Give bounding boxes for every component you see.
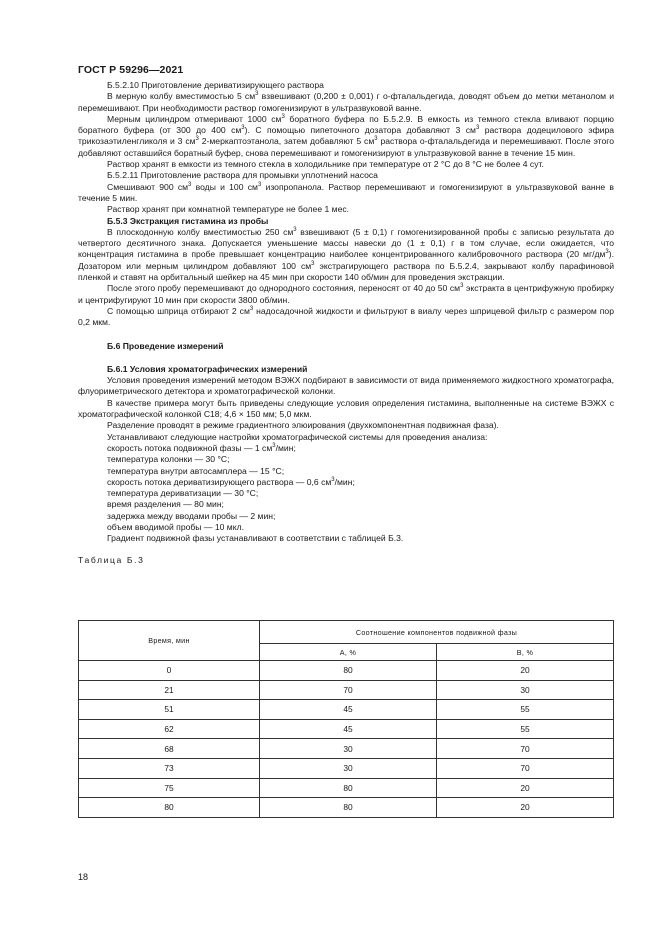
paragraph: Смешивают 900 $см^3$ воды и 100 $см^3$ изопропанола. Раствор перемешивают и гомогенизируют в ультразвуковой ванне в течение 5 мин. [78, 181, 614, 203]
cell-time: 21 [79, 680, 260, 700]
paragraph: Разделение проводят в режиме градиентного элюирования (двухкомпонентная подвижная фаза). [107, 420, 499, 431]
paragraph: Б.5.2.11 Приготовление раствора для промывки уплотнений насоса [107, 170, 378, 181]
cell-a: 30 [260, 758, 437, 778]
table-row [79, 798, 614, 818]
paragraph: В плоскодонную колбу вместимостью 250 $см^3$ взвешивают (5 ± 0,1) г гомогенизированной пробы с записью результата до четвертого десятичного знака. Допускается уменьшение массы навески до (1 ± 0,1) г в том случае, если ожидается, что концентрация гистамина в пробе превышает концентрацию наиболее концентрированного калибровочного раствора (20 $мг/дм^3$). Дозатором или мерным цилиндром добавляют 100 $см^3$ экстрагирующего раствора по Б.5.2.4, закрывают колбу парафиновой пленкой и ставят на орбитальный шейкер на 45 мин при скорости 140 об/мин для проведения экстракции. [78, 226, 614, 283]
section-heading: Б.6.1 Условия хроматографических измерений [107, 363, 308, 374]
page-number: 18 [78, 872, 89, 882]
table-body [79, 661, 614, 818]
paragraph: Б.5.2.10 Приготовление дериватизирующего раствора [107, 80, 324, 90]
table-row [79, 739, 614, 759]
section-heading: Б.6 Проведение измерений [107, 340, 224, 351]
cell-a: 45 [260, 719, 437, 739]
cell-time: 68 [79, 739, 260, 759]
document-header: ГОСТ Р 59296—2021 [78, 64, 184, 76]
cell-b: 20 [437, 798, 614, 818]
cell-time: 80 [79, 798, 260, 818]
cell-b: 55 [437, 700, 614, 720]
paragraph: температура колонки — 30 °С; [107, 454, 230, 465]
table-row [79, 758, 614, 778]
paragraph: Раствор хранят при комнатной температуре не более 1 мес. [107, 204, 350, 215]
cell-time: 75 [79, 778, 260, 798]
cell-a: 45 [260, 700, 437, 720]
table-header-b: В, % [437, 644, 614, 661]
paragraph: температура внутри автосамплера — 15 °С; [107, 465, 285, 476]
paragraph: После этого пробу перемешивают до однородного состояния, переносят от 40 до 50 $см^3$ экстракта в центрифужную пробирку и центрифугируют 10 мин при скорости 3800 об/мин. [78, 283, 614, 305]
table-row [79, 719, 614, 739]
cell-time: 73 [79, 758, 260, 778]
table-header-group: Соотношение компонентов подвижной фазы [260, 621, 614, 644]
cell-b: 55 [437, 719, 614, 739]
cell-time: 62 [79, 719, 260, 739]
cell-time: 51 [79, 700, 260, 720]
table-row [79, 778, 614, 798]
paragraph: задержка между вводами пробы — 2 мин; [107, 510, 276, 521]
cell-a: 80 [260, 661, 437, 681]
cell-a: 70 [260, 680, 437, 700]
cell-time: 0 [79, 661, 260, 681]
paragraph: Устанавливают следующие настройки хроматографической системы для проведения анализа: [107, 431, 488, 442]
table-row [79, 700, 614, 720]
cell-b: 20 [437, 778, 614, 798]
section-heading: Б.5.3 Экстракция гистамина из пробы [107, 215, 269, 226]
paragraph: Градиент подвижной фазы устанавливают в соответствии с таблицей Б.3. [107, 533, 404, 544]
paragraph: В мерную колбу вместимостью 5 $см^3$ взвешивают (0,200 ± 0,001) г о-фталальдегида, доводят объем до метки метанолом и перемешивают. При необходимости раствор гомогенизируют в ультразвуковой ванне. [78, 91, 614, 113]
cell-b: 30 [437, 680, 614, 700]
paragraph: время разделения — 80 мин; [107, 499, 224, 510]
cell-b: 70 [437, 739, 614, 759]
paragraph: скорость потока подвижной фазы — 1 $см^3$/мин; [107, 442, 296, 453]
paragraph: Раствор хранят в емкости из темного стекла в холодильнике при температуре от 2 °С до 8 °С не более 4 сут. [107, 159, 544, 170]
cell-b: 70 [437, 758, 614, 778]
table-row [79, 661, 614, 681]
paragraph: С помощью шприца отбирают 2 $см^3$ надосадочной жидкости и фильтруют в виалу через шприцевой фильтр с размером пор 0,2 мкм. [78, 305, 614, 328]
cell-a: 80 [260, 798, 437, 818]
paragraph: объем вводимой пробы — 10 мкл. [107, 521, 244, 532]
cell-b: 20 [437, 661, 614, 681]
paragraph: В качестве примера могут быть приведены следующие условия определения гистамина, выполненные на системе ВЭЖХ с хроматографической колонкой С18; 4,6 × 150 мм; 5,0 мкм. [78, 397, 614, 420]
table-header-time: Время, мин [79, 621, 260, 661]
table-row [79, 680, 614, 700]
table-header-a: А, % [260, 644, 437, 661]
paragraph: скорость потока дериватизирующего раствора — 0,6 $см^3$/мин; [107, 476, 355, 487]
table-caption: Таблица Б.3 [78, 554, 145, 565]
paragraph: Условия проведения измерений методом ВЭЖХ подбирают в зависимости от вида применяемого жидкостного хроматографа, флуориметрического детектора и хроматографической колонки. [78, 375, 614, 397]
cell-a: 30 [260, 739, 437, 759]
paragraph: температура дериватизации — 30 °С; [107, 488, 259, 499]
document-body [78, 80, 614, 566]
paragraph: Мерным цилиндром отмеривают 1000 $см^3$ боратного буфера по Б.5.2.9. В емкость из темного стекла вливают порцию боратного буфера (от 300 до 400 $см^3$). С помощью пипеточного дозатора добавляют 3 $см^3$ раствора додецилового эфира трикозаэтиленгликоля и 3 $см^3$ 2-меркаптоэтанола, затем добавляют 5 $см^3$ раствора о-фталальдегида и перемешивают. После этого добавляют оставшийся боратный буфер, снова перемешивают и гомогенизируют в ультразвуковой ванне в течение 15 мин. [78, 113, 615, 158]
gradient-table [78, 620, 614, 818]
cell-a: 80 [260, 778, 437, 798]
